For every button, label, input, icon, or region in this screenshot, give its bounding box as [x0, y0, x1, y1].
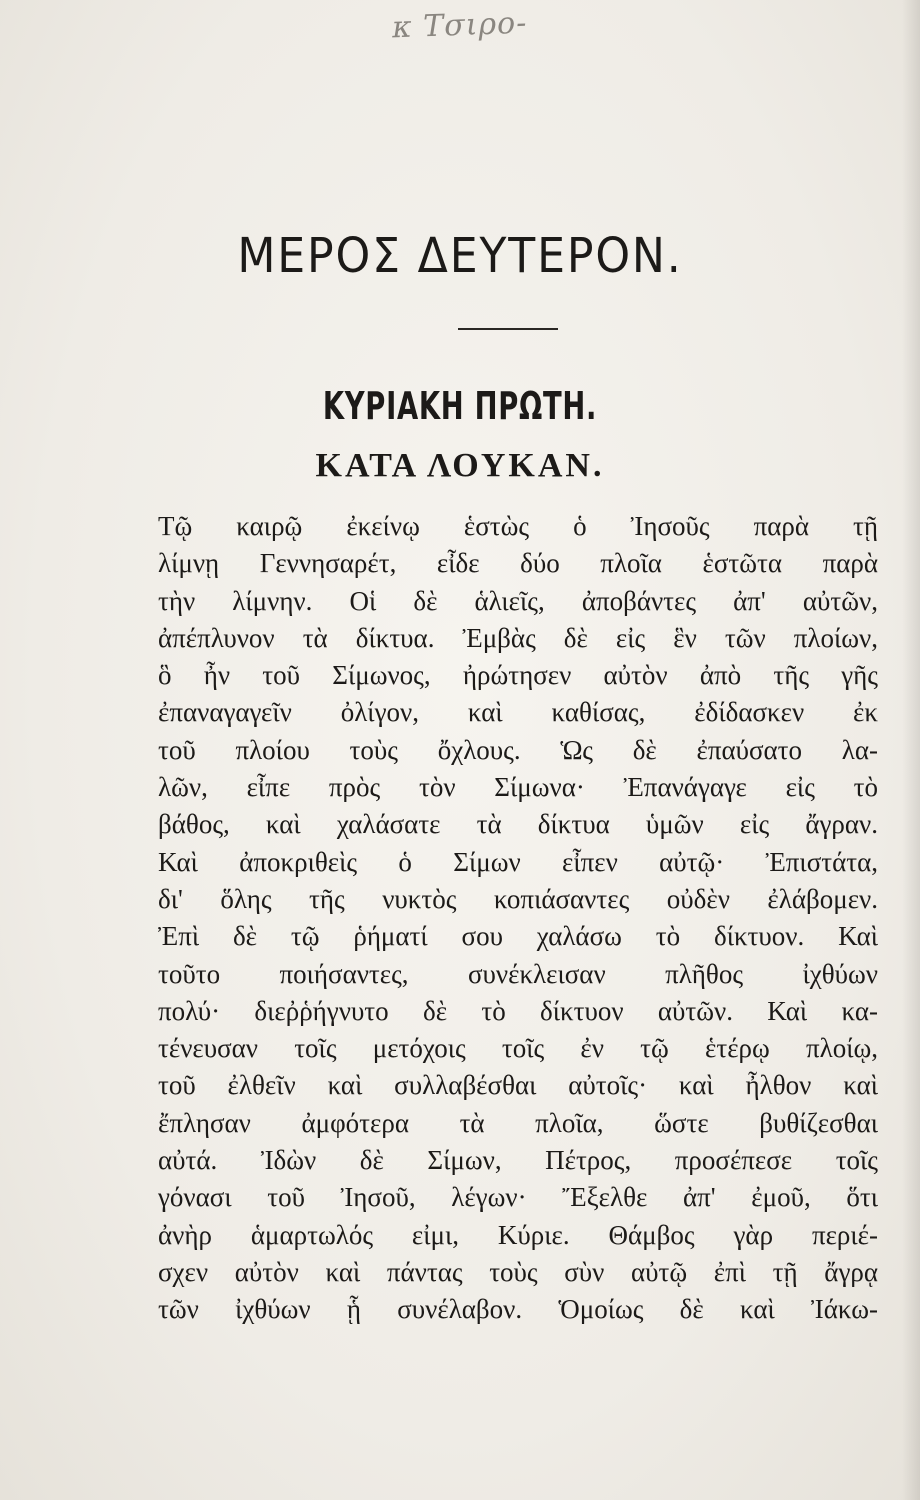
text-line: ἀνὴρ ἁμαρτωλός εἰμι, Κύριε. Θάμβος γὰρ περιέ-: [158, 1219, 878, 1250]
text-line: ἔπλησαν ἀμφότερα τὰ πλοῖα, ὥστε βυθίζεσθαι: [158, 1107, 878, 1138]
text-line: σχεν αὐτὸν καὶ πάντας τοὺς σὺν αὐτῷ ἐπὶ τῇ ἄγρᾳ: [158, 1256, 878, 1287]
text-line: λίμνῃ Γεννησαρέτ, εἶδε δύο πλοῖα ἑστῶτα παρὰ: [158, 548, 878, 579]
text-line: βάθος, καὶ χαλάσατε τὰ δίκτυα ὑμῶν εἰς ἄγραν.: [158, 809, 878, 840]
text-line: αὐτά. Ἰδὼν δὲ Σίμων, Πέτρος, προσέπεσε τοῖς: [158, 1145, 878, 1176]
text-line: ἐπαναγαγεῖν ὀλίγον, καὶ καθίσας, ἐδίδασκεν ἐκ: [158, 697, 878, 728]
text-line: Ἐπὶ δὲ τῷ ῥήματί σου χαλάσω τὸ δίκτυον. Καὶ: [158, 921, 878, 952]
gospel-text: [158, 508, 878, 1329]
text-line: τένευσαν τοῖς μετόχοις τοῖς ἐν τῷ ἑτέρῳ πλοίῳ,: [158, 1033, 878, 1064]
text-line: τῶν ἰχθύων ᾗ συνέλαβον. Ὁμοίως δὲ καὶ Ἰάκω-: [158, 1294, 878, 1325]
text-line: Τῷ καιρῷ ἐκείνῳ ἑστὼς ὁ Ἰησοῦς παρὰ τῇ: [158, 511, 878, 541]
text-line: τοῦτο ποιήσαντες, συνέκλεισαν πλῆθος ἰχθύων: [158, 958, 878, 989]
text-line: λῶν, εἶπε πρὸς τὸν Σίμωνα· Ἐπανάγαγε εἰς τὸ: [158, 772, 878, 803]
text-line: ἀπέπλυνον τὰ δίκτυα. Ἐμβὰς δὲ εἰς ἓν τῶν πλοίων,: [158, 622, 878, 653]
text-line: τὴν λίμνην. Οἱ δὲ ἁλιεῖς, ἀποβάντες ἀπ' αὐτῶν,: [158, 585, 878, 616]
text-line: τοῦ πλοίου τοὺς ὄχλους. Ὡς δὲ ἐπαύσατο λα-: [158, 734, 878, 765]
sunday-title: ΚΥΡΙΑΚΗ ΠΡΩΤΗ.: [322, 384, 598, 428]
text-line: πολύ· διεῤῥήγνυτο δὲ τὸ δίκτυον αὐτῶν. Καὶ κα-: [158, 995, 878, 1026]
part-title: ΜΕΡΟΣ ΔΕΥΤΕΡΟΝ.: [237, 228, 683, 284]
text-line: δι' ὅλης τῆς νυκτὸς κοπιάσαντες οὐδὲν ἐλάβομεν.: [158, 883, 878, 914]
page-edge-shadow: [902, 0, 920, 1500]
text-line: Καὶ ἀποκριθεὶς ὁ Σίμων εἶπεν αὐτῷ· Ἐπιστάτα,: [158, 846, 878, 877]
gospel-title: ΚΑΤΑ ΛΟΥΚΑΝ.: [315, 447, 605, 484]
text-line: τοῦ ἐλθεῖν καὶ συλλαβέσθαι αὐτοῖς· καὶ ἦλθον καὶ: [158, 1070, 878, 1101]
title-divider: [458, 328, 558, 330]
text-line: γόνασι τοῦ Ἰησοῦ, λέγων· Ἔξελθε ἀπ' ἐμοῦ, ὅτι: [158, 1182, 878, 1213]
text-line: ὃ ἦν τοῦ Σίμωνος, ἠρώτησεν αὐτὸν ἀπὸ τῆς γῆς: [158, 660, 878, 691]
handwritten-note: κ Τσιρο-: [391, 5, 528, 46]
